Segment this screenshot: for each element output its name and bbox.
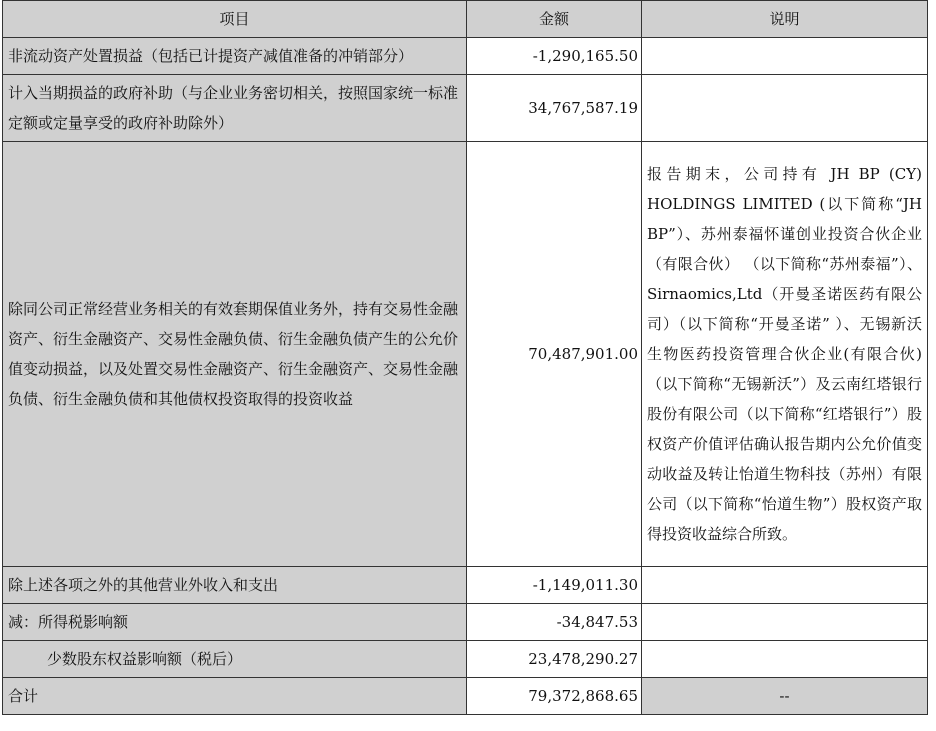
table-header-row: [3, 1, 928, 38]
header-amount: 金额: [467, 1, 642, 38]
row-amount: -1,290,165.50: [467, 38, 642, 75]
table-row: [3, 604, 928, 641]
table-row: [3, 142, 928, 567]
total-amount: 79,372,868.65: [467, 678, 642, 715]
row-note: [642, 38, 928, 75]
header-note: 说明: [642, 1, 928, 38]
row-amount: -34,847.53: [467, 604, 642, 641]
total-label: 合计: [3, 678, 467, 715]
non-recurring-gains-table: [2, 0, 928, 715]
header-item: 项目: [3, 1, 467, 38]
row-item: 少数股东权益影响额（税后）: [3, 641, 467, 678]
row-item: 计入当期损益的政府补助（与企业业务密切相关，按照国家统一标准定额或定量享受的政府补助除外）: [3, 75, 467, 142]
table-row: [3, 567, 928, 604]
row-item: 减：所得税影响额: [3, 604, 467, 641]
row-note: [642, 604, 928, 641]
row-item: 非流动资产处置损益（包括已计提资产减值准备的冲销部分）: [3, 38, 467, 75]
table-row: [3, 641, 928, 678]
table-row-total: [3, 678, 928, 715]
row-note: 报告期末，公司持有 JH BP (CY) HOLDINGS LIMITED (以下简称“JH BP”）、苏州泰福怀谨创业投资合伙企业（有限合伙） （以下简称“苏州泰福”）、Sirnaomics,Ltd（开曼圣诺医药有限公司）（以下简称“开曼圣诺” ）、无锡新沃生物医药投资管理合伙企业(有限合伙)（以下简称“无锡新沃”）及云南红塔银行股份有限公司（以下简称“红塔银行”）股权资产价值评估确认报告期内公允价值变动收益及转让怡道生物科技（苏州）有限公司（以下简称“怡道生物”）股权资产取得投资收益综合所致。: [642, 142, 928, 567]
row-note: [642, 75, 928, 142]
row-note: [642, 641, 928, 678]
row-note: [642, 567, 928, 604]
row-amount: -1,149,011.30: [467, 567, 642, 604]
row-amount: 23,478,290.27: [467, 641, 642, 678]
row-amount: 34,767,587.19: [467, 75, 642, 142]
table-row: [3, 75, 928, 142]
table-row: [3, 38, 928, 75]
total-note: --: [642, 678, 928, 715]
row-item: 除同公司正常经营业务相关的有效套期保值业务外，持有交易性金融资产、衍生金融资产、交易性金融负债、衍生金融负债产生的公允价值变动损益，以及处置交易性金融资产、衍生金融资产、交易性金融负债、衍生金融负债和其他债权投资取得的投资收益: [3, 142, 467, 567]
row-item: 除上述各项之外的其他营业外收入和支出: [3, 567, 467, 604]
row-amount: 70,487,901.00: [467, 142, 642, 567]
